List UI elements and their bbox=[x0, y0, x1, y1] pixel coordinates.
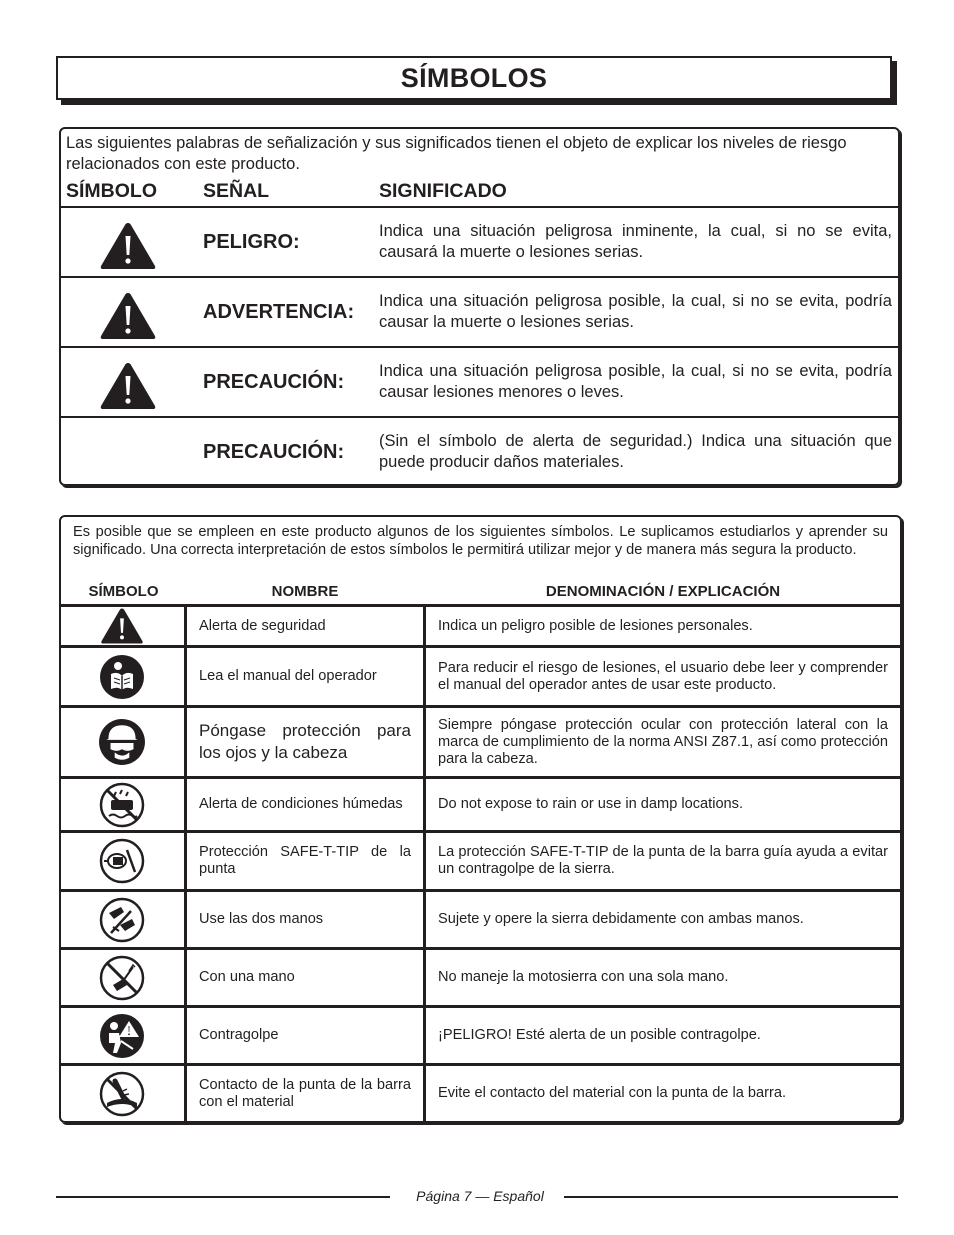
safe-t-tip-icon bbox=[97, 833, 147, 889]
footer-rule-right bbox=[564, 1196, 898, 1198]
symbol-explanation: Do not expose to rain or use in damp locations. bbox=[438, 796, 744, 812]
no-tip-contact-icon bbox=[97, 1066, 147, 1121]
alert-triangle-icon bbox=[99, 221, 157, 271]
symbol-name: Lea el manual del operador bbox=[199, 668, 377, 684]
head-eye-protection-icon bbox=[97, 708, 147, 776]
signal-label: PRECAUCIÓN: bbox=[203, 370, 345, 393]
symbol-explanation: Siempre póngase protección ocular con protección lateral con la marca de cumplimiento de la norma ANSI Z87.1, así como protección para la cabeza. bbox=[438, 716, 888, 767]
symbol-explanation: No maneje la motosierra con una sola mano. bbox=[438, 969, 729, 985]
signal-words-table bbox=[59, 127, 900, 486]
symbols-table bbox=[59, 515, 902, 1123]
symbol-explanation: Sujete y opere la sierra debidamente con ambas manos. bbox=[438, 911, 804, 927]
signal-row-danger bbox=[61, 208, 898, 278]
symbol-name: Póngase protección para los ojos y la cabeza bbox=[199, 721, 411, 762]
signal-row-caution-no-symbol bbox=[61, 418, 898, 486]
signal-row-caution bbox=[61, 348, 898, 418]
page-footer: Página 7 — Español bbox=[416, 1188, 544, 1204]
symbol-explanation: La protección SAFE-T-TIP de la punta de la barra guía ayuda a evitar un contragolpe de la sierra. bbox=[438, 844, 888, 877]
signal-label: PELIGRO: bbox=[203, 230, 300, 253]
read-manual-icon bbox=[97, 648, 147, 705]
no-one-hand-icon bbox=[97, 950, 147, 1005]
header-symbol: SÍMBOLO bbox=[66, 180, 157, 202]
no-rain-icon bbox=[97, 779, 147, 830]
signal-meaning: Indica una situación peligrosa inminente, la cual, si no se evita, causará la muerte o lesiones serias. bbox=[379, 222, 892, 261]
symbol-row bbox=[61, 833, 900, 892]
symbol-row bbox=[61, 708, 900, 779]
header-signal: SEÑAL bbox=[203, 180, 270, 202]
symbol-name: Con una mano bbox=[199, 969, 295, 985]
symbol-explanation: Evite el contacto del material con la punta de la barra. bbox=[438, 1085, 787, 1101]
header-symbol: SÍMBOLO bbox=[88, 583, 159, 600]
header-name: NOMBRE bbox=[271, 583, 339, 600]
symbol-name: Alerta de condiciones húmedas bbox=[199, 796, 403, 812]
header-explanation: DENOMINACIÓN / EXPLICACIÓN bbox=[545, 583, 781, 600]
symbol-name: Protección SAFE-T-TIP de la punta bbox=[199, 844, 411, 877]
symbol-row bbox=[61, 950, 900, 1008]
symbol-row bbox=[61, 779, 900, 833]
symbol-name: Contragolpe bbox=[199, 1027, 279, 1043]
signal-table-intro: Las siguientes palabras de señalización y sus significados tienen el objeto de explicar los niveles de riesgo relacionados con este producto. bbox=[66, 134, 847, 173]
two-hands-icon bbox=[97, 892, 147, 947]
signal-meaning: Indica una situación peligrosa posible, la cual, si no se evita, podría causar lesiones menores o leves. bbox=[379, 362, 892, 401]
symbol-row bbox=[61, 892, 900, 950]
symbol-name: Contacto de la punta de la barra con el material bbox=[199, 1076, 411, 1110]
symbol-row bbox=[61, 1066, 900, 1123]
page-title: SÍMBOLOS bbox=[400, 62, 548, 93]
footer-rule-left bbox=[56, 1196, 390, 1198]
signal-label: PRECAUCIÓN: bbox=[203, 440, 345, 463]
symbols-table-intro: Es posible que se empleen en este producto algunos de los siguientes símbolos. Le suplicamos estudiarlos y aprender su significado. Una correcta interpretación de estos símbolos le permitirá utilizar mejor y de manera más segura la producto. bbox=[73, 524, 888, 558]
alert-triangle-icon bbox=[99, 361, 157, 411]
signal-meaning: Indica una situación peligrosa posible, la cual, si no se evita, podría causar la muerte o lesiones serias. bbox=[379, 292, 892, 331]
symbol-row bbox=[61, 648, 900, 708]
symbol-explanation: Indica un peligro posible de lesiones personales. bbox=[438, 617, 753, 634]
header-meaning: SIGNIFICADO bbox=[379, 180, 507, 202]
signal-row-warning bbox=[61, 278, 898, 348]
symbol-name: Use las dos manos bbox=[199, 911, 324, 927]
safety-alert-icon bbox=[97, 607, 147, 645]
symbol-explanation: ¡PELIGRO! Esté alerta de un posible contragolpe. bbox=[438, 1027, 761, 1043]
symbol-explanation: Para reducir el riesgo de lesiones, el usuario debe leer y comprender el manual del operador antes de usar este producto. bbox=[438, 659, 888, 693]
signal-meaning: (Sin el símbolo de alerta de seguridad.) Indica una situación que puede producir daños materiales. bbox=[379, 432, 892, 471]
symbol-row bbox=[61, 607, 900, 648]
title-box bbox=[56, 56, 892, 100]
signal-label: ADVERTENCIA: bbox=[203, 300, 355, 323]
alert-triangle-icon bbox=[99, 291, 157, 341]
symbol-row bbox=[61, 1008, 900, 1066]
kickback-icon bbox=[97, 1008, 147, 1063]
symbol-name: Alerta de seguridad bbox=[199, 617, 326, 634]
